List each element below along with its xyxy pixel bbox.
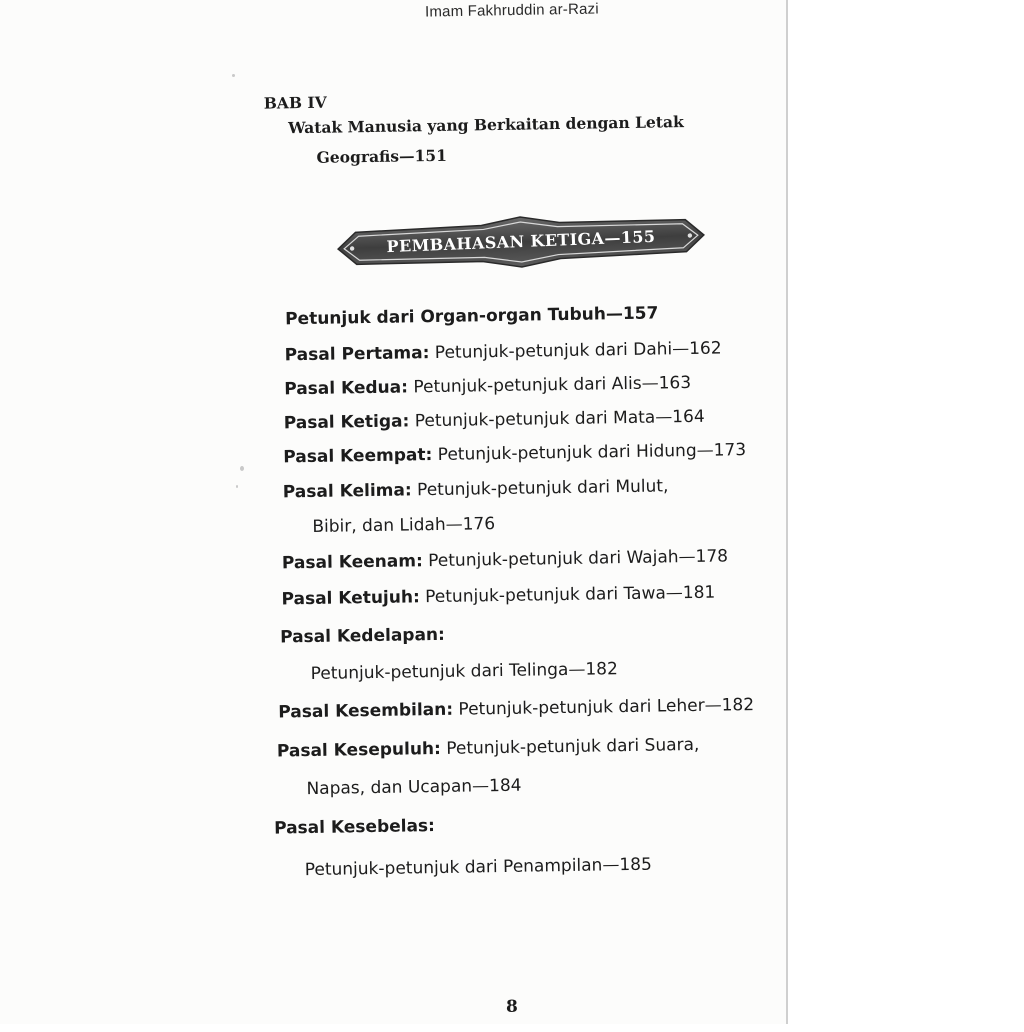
toc-entry [282,546,728,573]
toc-entry [283,440,746,467]
toc-entry-label: Pasal Keempat: [283,445,432,467]
toc-entry-label: Pasal Kesebelas: [274,816,435,839]
toc-heading: Petunjuk dari Organ-organ Tubuh—157 [285,303,659,329]
chapter-label: BAB IV [264,93,327,113]
toc-entry [278,695,754,722]
scan-speck [236,485,238,488]
toc-entry [284,373,691,399]
toc-entry [280,625,445,648]
toc-entry-label: Pasal Kedelapan: [280,625,445,648]
scan-margin [788,0,1024,1024]
toc-entry-label: Pasal Ketiga: [284,411,410,433]
toc-entry-text: Petunjuk-petunjuk dari Hidung—173 [432,440,746,465]
toc-entry-label: Pasal Kesembilan: [278,700,453,723]
toc-entry-continuation: Bibir, dan Lidah—176 [312,514,495,537]
toc-entry [274,816,435,839]
scan-speck [240,466,244,471]
toc-entry-label: Pasal Kesepuluh: [277,739,441,762]
toc-entry-text: Petunjuk-petunjuk dari Leher—182 [453,695,754,720]
toc-entry-label: Pasal Kedua: [284,377,408,399]
toc-entry-label: Pasal Ketujuh: [281,587,420,609]
scan-speck [232,74,235,77]
toc-entry-text: Petunjuk-petunjuk dari Dahi—162 [429,339,721,364]
toc-entry [284,407,705,434]
page-number: 8 [506,997,518,1017]
running-header: Imam Fakhruddin ar-Razi [425,0,599,20]
toc-entry [281,583,715,610]
toc-entry-continuation: Petunjuk-petunjuk dari Telinga—182 [311,659,618,684]
toc-entry-label: Pasal Pertama: [285,343,430,365]
chapter-title-line2: Geografis—151 [316,146,447,167]
chapter-title-line1: Watak Manusia yang Berkaitan dengan Letak [288,112,684,137]
toc-entry-text: Petunjuk-petunjuk dari Suara, [441,735,700,759]
toc-entry-label: Pasal Keenam: [282,551,423,573]
toc-entry-continuation: Petunjuk-petunjuk dari Penampilan—185 [305,855,652,880]
toc-entry-text: Petunjuk-petunjuk dari Alis—163 [408,373,691,397]
banner-title: PEMBAHASAN KETIGA—155 [331,207,711,277]
toc-entry-text: Petunjuk-petunjuk dari Mata—164 [409,407,705,432]
toc-entry [277,735,700,762]
toc-entry-text: Petunjuk-petunjuk dari Tawa—181 [420,583,716,608]
toc-entry-text: Petunjuk-petunjuk dari Wajah—178 [423,546,729,571]
toc-entry-text: Petunjuk-petunjuk dari Mulut, [412,476,669,500]
toc-entry [285,339,722,366]
toc-entry-continuation: Napas, dan Ucapan—184 [306,776,521,799]
toc-entry-label: Pasal Kelima: [283,480,412,502]
toc-entry [283,476,669,502]
